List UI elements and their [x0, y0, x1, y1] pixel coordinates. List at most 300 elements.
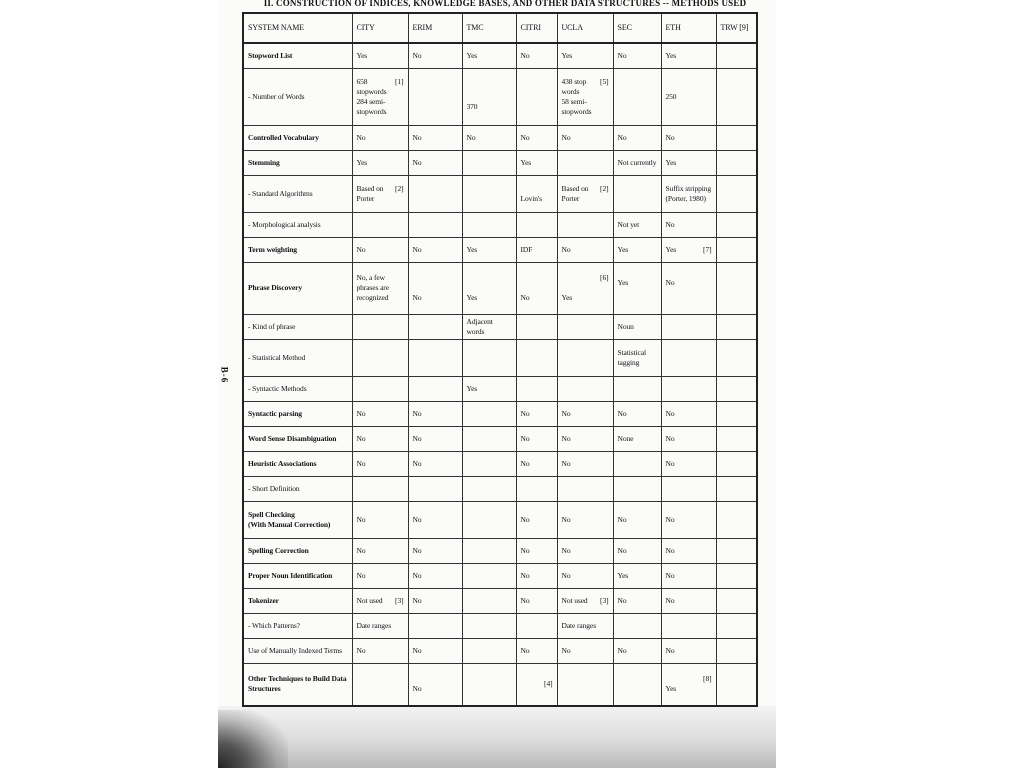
table-cell: [716, 451, 757, 476]
table-cell: [557, 588, 613, 613]
cell-text: No: [617, 408, 627, 418]
cell-text: Yes: [466, 383, 478, 393]
table-cell: [613, 613, 661, 638]
table-row: [243, 501, 757, 538]
table-cell: [661, 563, 716, 588]
cell-text: No: [520, 595, 530, 605]
cell-text: No: [520, 645, 530, 655]
table-cell: [613, 588, 661, 613]
table-cell: [516, 663, 557, 706]
table-cell: [408, 237, 462, 262]
cell-text: Based on Porter: [561, 183, 589, 203]
table-cell: [462, 175, 516, 212]
row-label: Syntactic parsing: [243, 401, 352, 426]
table-cell: [352, 339, 408, 376]
table-cell: [557, 538, 613, 563]
cell-text: No: [665, 545, 675, 555]
cell-text: No: [561, 545, 571, 555]
table-cell: [661, 314, 716, 339]
table-cell: [716, 426, 757, 451]
table-cell: [408, 314, 462, 339]
column-header: ETH: [661, 13, 716, 43]
table-cell: [352, 663, 408, 706]
table-cell: [462, 262, 516, 314]
table-row: [243, 663, 757, 706]
table-row: [243, 150, 757, 175]
table-cell: [716, 339, 757, 376]
table-cell: [557, 150, 613, 175]
column-header: UCLA: [557, 13, 613, 43]
table-cell: [557, 613, 613, 638]
table-cell: [516, 613, 557, 638]
footnote-ref: [8]: [703, 674, 712, 684]
table-cell: [462, 150, 516, 175]
table-row: [243, 237, 757, 262]
cell-text: No: [412, 433, 422, 443]
table-cell: [408, 426, 462, 451]
table-cell: [408, 376, 462, 401]
table-cell: [408, 538, 462, 563]
table-cell: [462, 476, 516, 501]
row-label: - Short Definition: [243, 476, 352, 501]
column-header: TRW [9]: [716, 13, 757, 43]
table-row: [243, 563, 757, 588]
cell-text: No: [412, 132, 422, 142]
table-cell: [613, 663, 661, 706]
cell-text: Not currently: [617, 157, 657, 167]
cell-text: No: [412, 570, 422, 580]
cell-text: No: [412, 244, 422, 254]
table-cell: [716, 175, 757, 212]
table-cell: [661, 262, 716, 314]
table-cell: [352, 538, 408, 563]
cell-text: Yes: [617, 278, 629, 287]
table-row: [243, 175, 757, 212]
column-header: ERIM: [408, 13, 462, 43]
table-cell: [661, 538, 716, 563]
cell-text: Based on Porter: [356, 183, 384, 203]
cell-text: No: [520, 570, 530, 580]
table-cell: [716, 262, 757, 314]
table-cell: [516, 451, 557, 476]
cell-text: No: [520, 514, 530, 524]
table-cell: [613, 401, 661, 426]
table-cell: [462, 563, 516, 588]
table-cell: [352, 376, 408, 401]
cell-text: No: [412, 595, 422, 605]
table-cell: [408, 451, 462, 476]
table-cell: [661, 426, 716, 451]
cell-text: 658 stopwords 284 semi- stopwords: [356, 76, 387, 116]
cell-text: No: [617, 514, 627, 524]
cell-text: Noun: [617, 321, 634, 331]
table-cell: [557, 237, 613, 262]
row-label: - Which Patterns?: [243, 613, 352, 638]
table-cell: [462, 538, 516, 563]
table-cell: [716, 314, 757, 339]
table-cell: [557, 426, 613, 451]
table-cell: [613, 68, 661, 125]
cell-text: No: [617, 132, 627, 142]
footnote-ref: [1]: [395, 76, 404, 86]
table-cell: [613, 538, 661, 563]
row-label: - Number of Words: [243, 68, 352, 125]
table-cell: [352, 613, 408, 638]
table-cell: [716, 212, 757, 237]
row-label: Stopword List: [243, 43, 352, 68]
cell-text: No: [665, 219, 675, 229]
cell-text: No: [561, 433, 571, 443]
table-cell: [716, 401, 757, 426]
table-row: [243, 613, 757, 638]
table-row: [243, 314, 757, 339]
row-label: - Kind of phrase: [243, 314, 352, 339]
table-cell: [661, 501, 716, 538]
table-cell: [408, 43, 462, 68]
table-cell: [408, 588, 462, 613]
cell-text: No: [520, 293, 530, 302]
table-cell: [516, 501, 557, 538]
row-label: Term weighting: [243, 237, 352, 262]
cell-text: Statistical tagging: [617, 347, 646, 367]
table-cell: [352, 314, 408, 339]
table-row: [243, 426, 757, 451]
row-label: Controlled Vocabulary: [243, 125, 352, 150]
table-cell: [716, 150, 757, 175]
table-header-row: [243, 13, 757, 43]
page-header: II. CONSTRUCTION OF INDICES, KNOWLEDGE BASES, AND OTHER DATA STRUCTURES -- METHODS USED: [263, 0, 747, 8]
row-label: - Standard Algorithms: [243, 175, 352, 212]
cell-text: Yes: [665, 244, 677, 254]
table-row: [243, 262, 757, 314]
table-cell: [516, 125, 557, 150]
table-cell: [516, 237, 557, 262]
cell-text: No: [356, 433, 366, 443]
table-cell: [557, 501, 613, 538]
table-row: [243, 451, 757, 476]
table-row: [243, 588, 757, 613]
table-cell: [352, 501, 408, 538]
cell-text: No: [412, 684, 422, 694]
table-cell: [408, 501, 462, 538]
row-label: Heuristic Associations: [243, 451, 352, 476]
row-label: - Morphological analysis: [243, 212, 352, 237]
table-cell: [352, 150, 408, 175]
table-cell: [516, 563, 557, 588]
cell-text: Date ranges: [356, 620, 392, 630]
table-cell: [716, 476, 757, 501]
cell-text: No: [412, 408, 422, 418]
cell-text: Yes: [356, 157, 368, 167]
table-cell: [557, 376, 613, 401]
table-cell: [516, 150, 557, 175]
table-cell: [408, 125, 462, 150]
table-cell: [462, 376, 516, 401]
table-cell: [716, 563, 757, 588]
table-row: [243, 538, 757, 563]
table-cell: [613, 150, 661, 175]
table-cell: [557, 638, 613, 663]
table-row: [243, 339, 757, 376]
cell-text: No: [520, 50, 530, 60]
cell-text: Yes: [561, 293, 573, 302]
table-cell: [516, 376, 557, 401]
cell-text: No: [617, 595, 627, 605]
table-cell: [516, 43, 557, 68]
cell-text: No: [617, 545, 627, 555]
table-cell: [661, 237, 716, 262]
cell-text: No: [561, 458, 571, 468]
table-cell: [352, 401, 408, 426]
table-cell: [462, 638, 516, 663]
table-cell: [613, 426, 661, 451]
table-cell: [557, 663, 613, 706]
table-cell: [661, 588, 716, 613]
cell-text: Date ranges: [561, 620, 597, 630]
table-cell: [516, 426, 557, 451]
column-header: SEC: [613, 13, 661, 43]
table-cell: [462, 339, 516, 376]
cell-text: Yes: [466, 293, 478, 302]
table-cell: [716, 43, 757, 68]
table-cell: [462, 588, 516, 613]
table-cell: [408, 613, 462, 638]
column-header-system-name: SYSTEM NAME: [243, 13, 352, 43]
cell-text: No: [561, 514, 571, 524]
table-cell: [716, 638, 757, 663]
table-cell: [516, 262, 557, 314]
table-row: [243, 401, 757, 426]
table-cell: [516, 638, 557, 663]
row-label: Proper Noun Identification: [243, 563, 352, 588]
scan-corner-shadow: [218, 710, 288, 768]
table-cell: [462, 237, 516, 262]
table-cell: [613, 476, 661, 501]
table-cell: [516, 476, 557, 501]
table-cell: [613, 563, 661, 588]
table-cell: [352, 451, 408, 476]
table-cell: [613, 501, 661, 538]
cell-text: No: [356, 408, 366, 418]
footnote-ref: [5]: [600, 76, 609, 86]
cell-text: 370: [466, 101, 478, 111]
cell-text: No: [665, 408, 675, 418]
table-cell: [716, 588, 757, 613]
footnote-ref: [7]: [703, 244, 712, 254]
table-cell: [408, 262, 462, 314]
table-cell: [408, 212, 462, 237]
table-cell: [661, 212, 716, 237]
table-cell: [661, 638, 716, 663]
cell-text: Yes: [665, 157, 677, 167]
table-cell: [408, 339, 462, 376]
table-cell: [613, 125, 661, 150]
cell-text: No: [412, 514, 422, 524]
cell-text: Yes: [466, 244, 478, 254]
cell-text: No: [412, 50, 422, 60]
table-cell: [516, 538, 557, 563]
cell-text: Adjacent words: [466, 316, 493, 336]
table-cell: [557, 451, 613, 476]
cell-text: No: [665, 132, 675, 142]
table-cell: [408, 563, 462, 588]
table-cell: [462, 314, 516, 339]
table-cell: [661, 451, 716, 476]
cell-text: No: [356, 545, 366, 555]
cell-text: No: [466, 132, 476, 142]
footnote-ref: [3]: [600, 595, 609, 605]
table-row: [243, 125, 757, 150]
cell-text: No: [665, 645, 675, 655]
table-cell: [716, 538, 757, 563]
table-cell: [352, 125, 408, 150]
footnote-ref: [4]: [544, 679, 553, 689]
row-label: Other Techniques to Build Data Structures: [243, 663, 352, 706]
table-cell: [557, 125, 613, 150]
cell-text: Yes: [466, 50, 478, 60]
table-cell: [516, 68, 557, 125]
cell-text: Yes: [561, 50, 573, 60]
table-cell: [462, 613, 516, 638]
table-cell: [462, 501, 516, 538]
table-cell: [613, 212, 661, 237]
table-cell: [613, 175, 661, 212]
table-cell: [408, 476, 462, 501]
cell-text: No: [412, 645, 422, 655]
table-cell: [613, 376, 661, 401]
table-cell: [613, 451, 661, 476]
table-cell: [462, 426, 516, 451]
table-cell: [462, 43, 516, 68]
cell-text: Yes: [520, 157, 532, 167]
row-label: Word Sense Disambiguation: [243, 426, 352, 451]
cell-text: No: [561, 132, 571, 142]
table-cell: [716, 68, 757, 125]
cell-text: Yes: [665, 684, 677, 694]
cell-text: No: [356, 645, 366, 655]
table-row: [243, 43, 757, 68]
table-cell: [462, 451, 516, 476]
table-row: [243, 476, 757, 501]
table-cell: [408, 150, 462, 175]
cell-text: No: [412, 545, 422, 555]
cell-text: No: [356, 244, 366, 254]
table-cell: [352, 426, 408, 451]
table-cell: [557, 262, 613, 314]
row-label: - Syntactic Methods: [243, 376, 352, 401]
table-cell: [661, 43, 716, 68]
table-cell: [516, 175, 557, 212]
cell-text: No: [412, 293, 422, 302]
cell-text: No: [356, 570, 366, 580]
cell-text: No: [561, 244, 571, 254]
table-cell: [352, 262, 408, 314]
table-cell: [557, 212, 613, 237]
table-cell: [557, 563, 613, 588]
table-cell: [352, 43, 408, 68]
column-header: TMC: [462, 13, 516, 43]
cell-text: No: [665, 514, 675, 524]
table-cell: [557, 476, 613, 501]
table-cell: [716, 663, 757, 706]
table-cell: [516, 212, 557, 237]
cell-text: No: [356, 514, 366, 524]
table-cell: [462, 212, 516, 237]
table-cell: [557, 339, 613, 376]
cell-text: No: [561, 570, 571, 580]
table-cell: [408, 663, 462, 706]
table-cell: [613, 314, 661, 339]
table-cell: [352, 68, 408, 125]
cell-text: Not used: [356, 595, 383, 605]
footnote-ref: [6]: [600, 273, 609, 282]
cell-text: No: [520, 433, 530, 443]
table-cell: [661, 339, 716, 376]
cell-text: Yes: [617, 570, 629, 580]
cell-text: No: [520, 132, 530, 142]
cell-text: No: [412, 458, 422, 468]
table-row: [243, 212, 757, 237]
cell-text: Yes: [356, 50, 368, 60]
cell-text: No: [665, 458, 675, 468]
table-cell: [716, 376, 757, 401]
cell-text: Not yet: [617, 219, 640, 229]
table-cell: [408, 401, 462, 426]
cell-text: No: [412, 157, 422, 167]
table-cell: [408, 68, 462, 125]
column-header: CITY: [352, 13, 408, 43]
footnote-ref: [3]: [395, 595, 404, 605]
row-label: Tokenizer: [243, 588, 352, 613]
table-cell: [557, 175, 613, 212]
table-cell: [661, 150, 716, 175]
table-cell: [557, 68, 613, 125]
table-cell: [462, 663, 516, 706]
row-label: Spelling Correction: [243, 538, 352, 563]
cell-text: No, a few phrases are recognized: [356, 273, 389, 302]
table-cell: [408, 175, 462, 212]
table-cell: [661, 175, 716, 212]
table-cell: [516, 401, 557, 426]
cell-text: No: [561, 408, 571, 418]
table-cell: [661, 476, 716, 501]
row-label: - Statistical Method: [243, 339, 352, 376]
table-row: [243, 68, 757, 125]
table-cell: [352, 212, 408, 237]
table-cell: [557, 401, 613, 426]
cell-text: No: [356, 132, 366, 142]
cell-text: No: [665, 433, 675, 443]
table-cell: [661, 613, 716, 638]
row-label: Spell Checking (With Manual Correction): [243, 501, 352, 538]
cell-text: No: [561, 645, 571, 655]
table-cell: [557, 43, 613, 68]
table-cell: [557, 314, 613, 339]
row-label: Phrase Discovery: [243, 262, 352, 314]
table-cell: [352, 476, 408, 501]
cell-text: No: [520, 408, 530, 418]
table-cell: [716, 501, 757, 538]
cell-text: IDF: [520, 244, 533, 254]
cell-text: No: [617, 645, 627, 655]
table-row: [243, 376, 757, 401]
table-cell: [516, 339, 557, 376]
cell-text: Lovin's: [520, 193, 542, 203]
footnote-ref: [2]: [600, 183, 609, 193]
table-cell: [613, 43, 661, 68]
table-cell: [462, 401, 516, 426]
cell-text: Not used: [561, 595, 588, 605]
